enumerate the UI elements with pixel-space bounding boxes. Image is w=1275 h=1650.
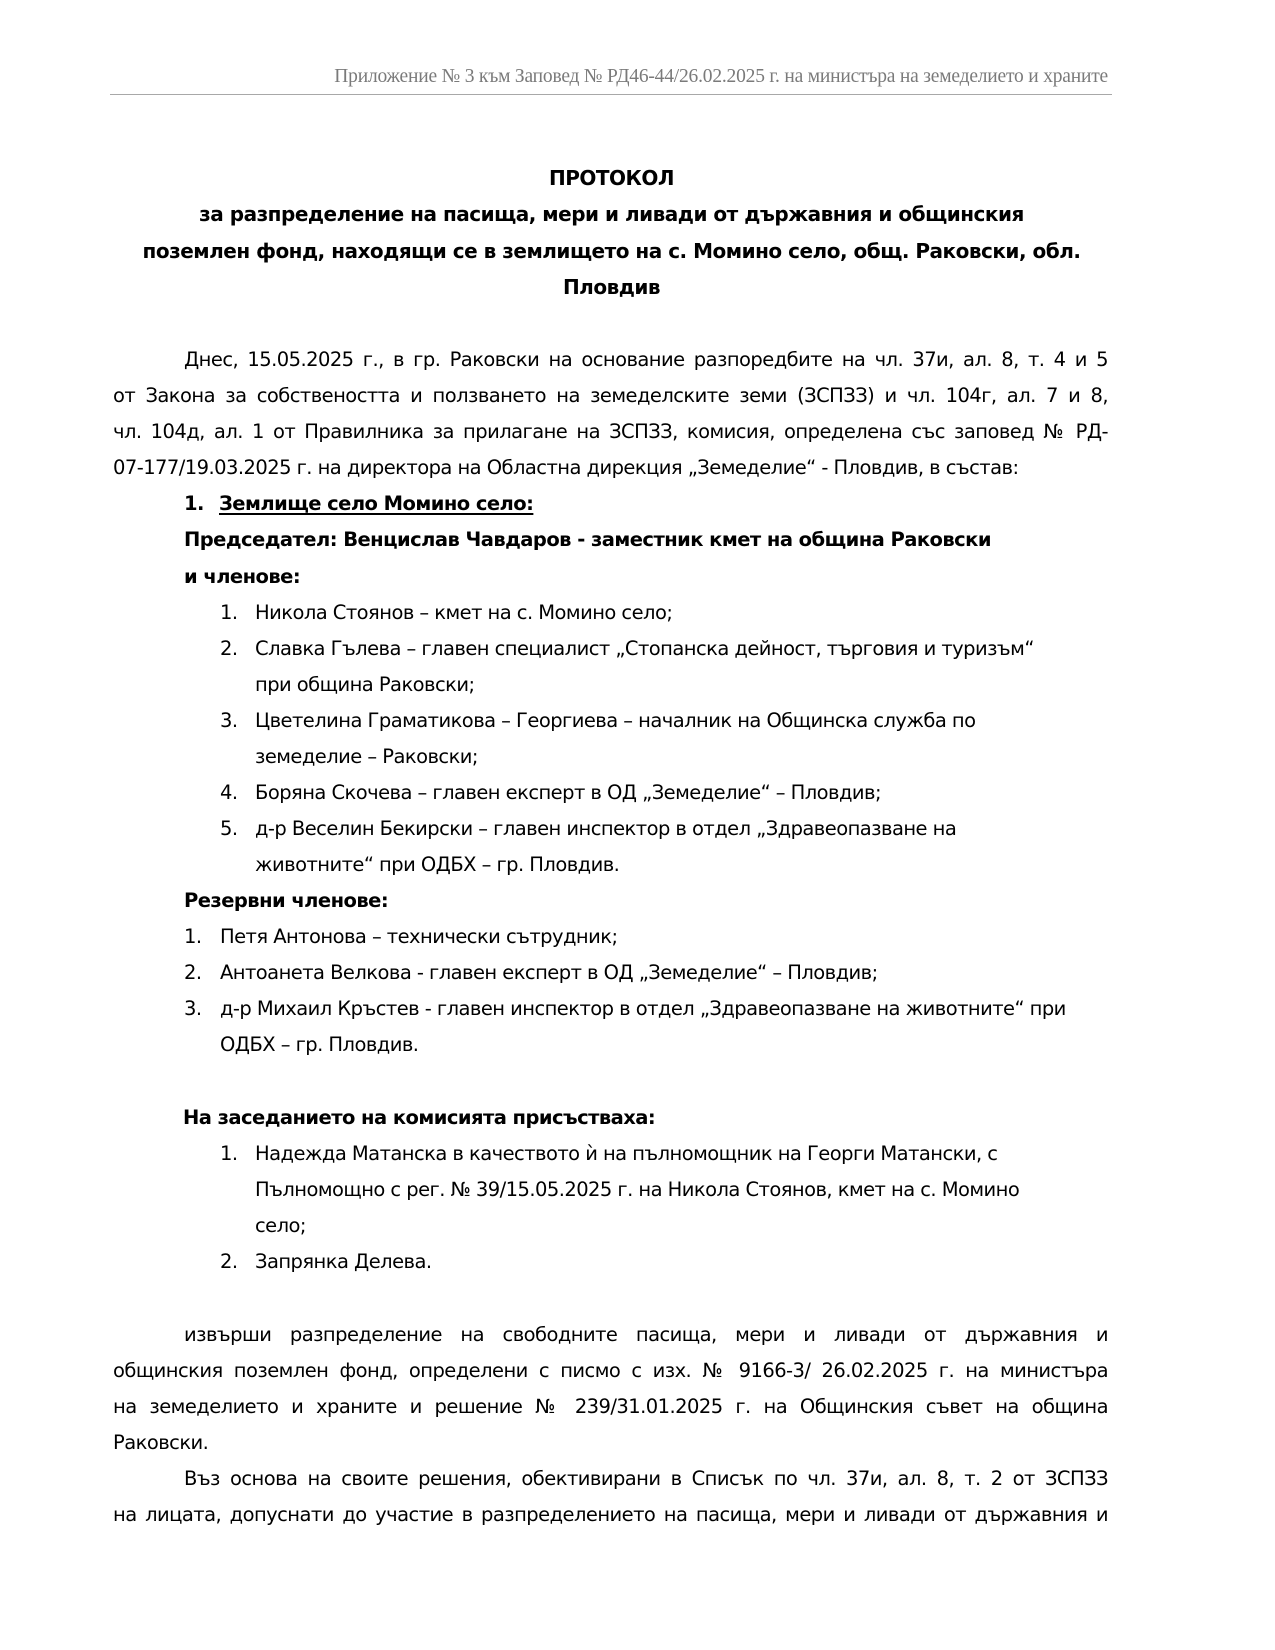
- members-label: и членове:: [184, 565, 301, 588]
- body-paragraph-2-line-1: Въз основа на своите решения, обективирани в Списък по чл. 37и, ал. 8, т. 2 от ЗСПЗЗ: [184, 1467, 1108, 1490]
- attendee-1-text-cont-1: Пълномощно с рег. № 39/15.05.2025 г. на Никола Стоянов, кмет на с. Момино: [255, 1178, 1020, 1201]
- body-paragraph-1-line-3: на земеделието и храните и решение № 239/31.01.2025 г. на Общинския съвет на община: [113, 1395, 1108, 1418]
- member-1-text: Никола Стоянов – кмет на с. Момино село;: [255, 601, 673, 624]
- page-header-annex: Приложение № 3 към Заповед № РД46-44/26.02.2025 г. на министъра на земеделието и храните: [334, 66, 1108, 87]
- chairman-line: Председател: Венцислав Чавдаров - заместник кмет на община Раковски: [184, 528, 991, 551]
- member-3-number: 3.: [220, 709, 238, 732]
- member-2-text-cont: при община Раковски;: [255, 673, 475, 696]
- member-4-number: 4.: [220, 781, 238, 804]
- section-number: 1.: [184, 492, 204, 515]
- member-1-number: 1.: [220, 601, 238, 624]
- member-5-number: 5.: [220, 817, 238, 840]
- attendees-label: На заседанието на комисията присъстваха:: [183, 1106, 656, 1129]
- body-paragraph-2-line-2: на лицата, допуснати до участие в разпределението на пасища, мери и ливади от държавния и: [113, 1503, 1108, 1526]
- reserve-member-1-number: 1.: [184, 925, 202, 948]
- intro-line-3: чл. 104д, ал. 1 от Правилника за прилагане на ЗСПЗЗ, комисия, определена със заповед № РД-: [113, 420, 1108, 443]
- document-subtitle-line-3: Пловдив: [562, 275, 661, 299]
- member-2-number: 2.: [220, 637, 238, 660]
- member-3-text: Цветелина Граматикова – Георгиева – началник на Общинска служба по: [255, 709, 976, 732]
- member-4-text: Боряна Скочева – главен експерт в ОД „Земеделие“ – Пловдив;: [255, 781, 881, 804]
- reserve-member-3-text: д-р Михаил Кръстев - главен инспектор в отдел „Здравеопазване на животните“ при: [220, 997, 1066, 1020]
- intro-line-4: 07-177/19.03.2025 г. на директора на Областна дирекция „Земеделие“ - Пловдив, в състав:: [113, 456, 1019, 479]
- intro-line-1: Днес, 15.05.2025 г., в гр. Раковски на основание разпоредбите на чл. 37и, ал. 8, т. 4 и 5: [184, 348, 1108, 371]
- header-divider: [110, 94, 1112, 95]
- attendee-2-text: Запрянка Делева.: [255, 1250, 432, 1273]
- member-5-text-cont: животните“ при ОДБХ – гр. Пловдив.: [255, 853, 620, 876]
- attendee-1-text-cont-2: село;: [255, 1214, 306, 1237]
- reserve-members-label: Резервни членове:: [184, 889, 389, 912]
- attendee-1-text: Надежда Матанска в качеството ѝ на пълномощник на Георги Матански, с: [255, 1142, 998, 1165]
- body-paragraph-1-line-2: общинския поземлен фонд, определени с писмо с изх. № 9166-3/ 26.02.2025 г. на министъра: [113, 1359, 1108, 1382]
- member-2-text: Славка Гълева – главен специалист „Стопанска дейност, търговия и туризъм“: [255, 637, 1034, 660]
- reserve-member-1-text: Петя Антонова – технически сътрудник;: [220, 925, 618, 948]
- reserve-member-3-text-cont: ОДБХ – гр. Пловдив.: [220, 1033, 419, 1056]
- member-3-text-cont: земеделие – Раковски;: [255, 745, 478, 768]
- reserve-member-3-number: 3.: [184, 997, 202, 1020]
- document-subtitle-line-1: за разпределение на пасища, мери и ливади от държавния и общинския: [199, 202, 1024, 226]
- reserve-member-2-number: 2.: [184, 961, 202, 984]
- attendee-1-number: 1.: [220, 1142, 238, 1165]
- section-title-village: Землище село Момино село:: [219, 492, 534, 515]
- body-paragraph-1-line-4: Раковски.: [113, 1431, 209, 1454]
- reserve-member-2-text: Антоанета Велкова - главен експерт в ОД „Земеделие“ – Пловдив;: [220, 961, 878, 984]
- document-subtitle-line-2: поземлен фонд, находящи се в землището на с. Момино село, общ. Раковски, обл.: [142, 239, 1081, 263]
- attendee-2-number: 2.: [220, 1250, 238, 1273]
- body-paragraph-1-line-1: извърши разпределение на свободните пасища, мери и ливади от държавния и: [184, 1323, 1108, 1346]
- member-5-text: д-р Веселин Бекирски – главен инспектор в отдел „Здравеопазване на: [255, 817, 957, 840]
- intro-line-2: от Закона за собствеността и ползването на земеделските земи (ЗСПЗЗ) и чл. 104г, ал. 7 и 8,: [113, 384, 1108, 407]
- document-title: ПРОТОКОЛ: [548, 166, 674, 190]
